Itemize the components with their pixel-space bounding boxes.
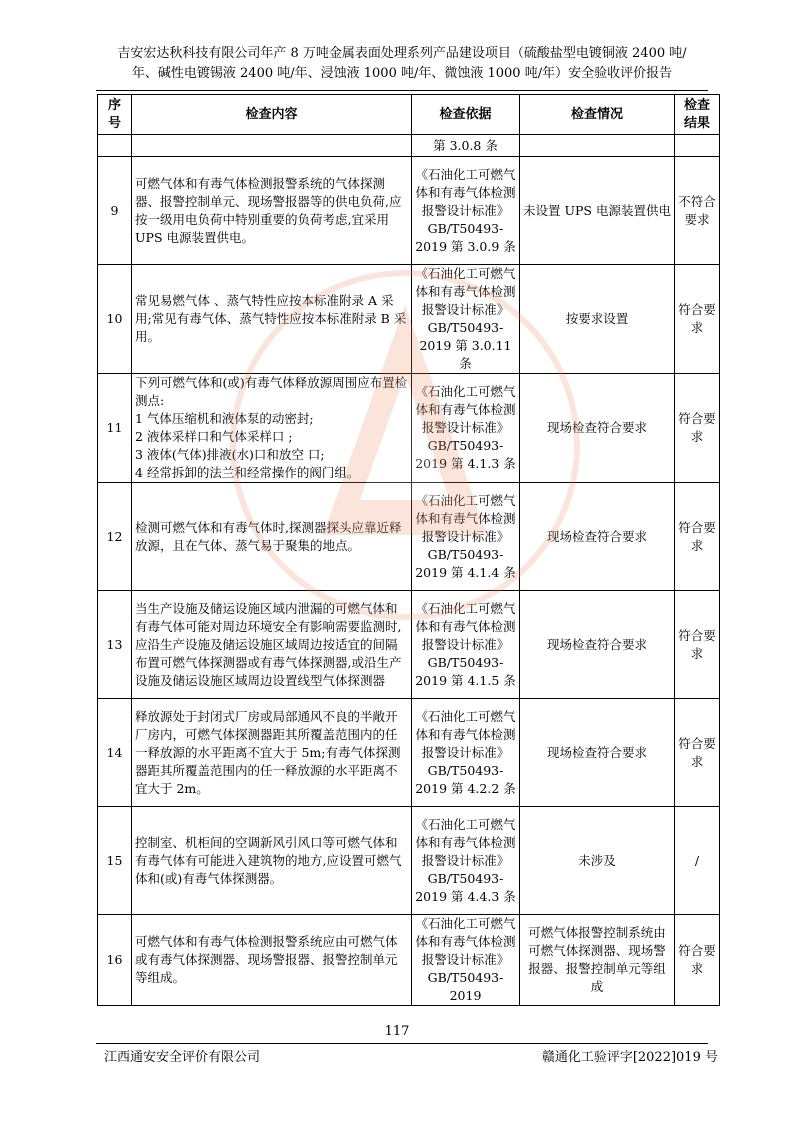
- footer-company: 江西通安安全评价有限公司: [104, 1050, 261, 1065]
- inspection-table: [97, 94, 720, 1006]
- check-basis-cell: 《石油化工可燃气体和有毒气体检测报警设计标准》GB/T50493-2019 第 4.1.3 条: [412, 374, 520, 483]
- table-row: [98, 374, 720, 483]
- column-header-basis: 检查依据: [412, 95, 520, 135]
- check-result-cell: 不符合要求: [675, 157, 720, 265]
- check-status-cell: 现场检查符合要求: [520, 699, 675, 807]
- column-header-status: 检查情况: [520, 95, 675, 135]
- check-content-cell: 控制室、机柜间的空调新风引风口等可燃气体和有毒气体有可能进入建筑物的地方,应设置可燃气体和(或)有毒气体探测器。: [132, 807, 412, 915]
- row-number-cell: 13: [98, 591, 132, 699]
- check-status-cell: 按要求设置: [520, 265, 675, 374]
- footer-report-number: 赣通化工验评字[2022]019 号: [541, 1050, 718, 1065]
- check-result-cell: 符合要求: [675, 591, 720, 699]
- table-row: [98, 915, 720, 1006]
- check-basis-cell: 《石油化工可燃气体和有毒气体检测报警设计标准》GB/T50493-2019: [412, 915, 520, 1006]
- check-content-cell: 下列可燃气体和(或)有毒气体释放源周围应布置检测点: 1 气体压缩机和液体泵的动密封; 2 液体采样口和气体采样口 ; 3 液体(气体)排液(水)口和放空 口; 4 经常拆卸的法兰和经常操作的阀门组。: [132, 374, 412, 483]
- check-status-cell: 现场检查符合要求: [520, 483, 675, 591]
- check-basis-cell: 《石油化工可燃气体和有毒气体检测报警设计标准》GB/T50493-2019 第 3.0.9 条: [412, 157, 520, 265]
- check-content-cell: 检测可燃气体和有毒气体时,探测器探头应靠近释放源，且在气体、蒸气易于聚集的地点。: [132, 483, 412, 591]
- table-row: [98, 265, 720, 374]
- check-status-cell: 未设置 UPS 电源装置供电: [520, 157, 675, 265]
- continued-basis-cell: 第 3.0.8 条: [412, 135, 520, 157]
- header-rule: [96, 90, 708, 91]
- check-result-cell: 符合要求: [675, 374, 720, 483]
- check-result-cell: 符合要求: [675, 265, 720, 374]
- check-content-cell: 释放源处于封闭式厂房或局部通风不良的半敞开厂房内，可燃气体探测器距其所覆盖范围内的任一释放源的水平距离不宜大于 5m;有毒气体探测器距其所覆盖范围内的任一释放源的水平距离不宜大于 2m。: [132, 699, 412, 807]
- column-header-result: 检查结果: [675, 95, 720, 135]
- check-status-cell: 现场检查符合要求: [520, 591, 675, 699]
- check-basis-cell: 《石油化工可燃气体和有毒气体检测报警设计标准》GB/T50493-2019 第 4.2.2 条: [412, 699, 520, 807]
- check-status-cell: 未涉及: [520, 807, 675, 915]
- check-result-cell: 符合要求: [675, 915, 720, 1006]
- table-row: [98, 157, 720, 265]
- check-status-cell: 可燃气体报警控制系统由可燃气体探测器、现场警报器、报警控制单元等组成: [520, 915, 675, 1006]
- row-number-cell: 9: [98, 157, 132, 265]
- row-number-cell: 15: [98, 807, 132, 915]
- header-line-2: 年、碱性电镀锡液 2400 吨/年、浸蚀液 1000 吨/年、微蚀液 1000 吨/年）安全验收评价报告: [131, 66, 673, 81]
- column-header-content: 检查内容: [132, 95, 412, 135]
- table-row: [98, 699, 720, 807]
- header-line-1: 吉安宏达秋科技有限公司年产 8 万吨金属表面处理系列产品建设项目（硫酸盐型电镀铜液 2400 吨/: [117, 46, 687, 61]
- check-result-cell: /: [675, 807, 720, 915]
- check-basis-cell: 《石油化工可燃气体和有毒气体检测报警设计标准》GB/T50493-2019 第 3.0.11 条: [412, 265, 520, 374]
- check-content-cell: 当生产设施及储运设施区域内泄漏的可燃气体和有毒气体可能对周边环境安全有影响需要监测时,应沿生产设施及储运设施区域周边按适宜的间隔布置可燃气体探测器或有毒气体探测器,或沿生产设施及储运设施区域周边设置线型气体探测器: [132, 591, 412, 699]
- check-content-cell: 常见易燃气体 、蒸气特性应按本标准附录 A 采用;常见有毒气体、蒸气特性应按本标准附录 B 采用。: [132, 265, 412, 374]
- row-number-cell: 12: [98, 483, 132, 591]
- footer-rule: [96, 1043, 708, 1044]
- check-result-cell: 符合要求: [675, 699, 720, 807]
- table-row: [98, 591, 720, 699]
- column-header-no: 序号: [98, 95, 132, 135]
- page-number: 117: [384, 1024, 410, 1039]
- table-cell: [520, 135, 675, 157]
- row-number-cell: 14: [98, 699, 132, 807]
- check-basis-cell: 《石油化工可燃气体和有毒气体检测报警设计标准》GB/T50493-2019 第 4.1.5 条: [412, 591, 520, 699]
- check-result-cell: 符合要求: [675, 483, 720, 591]
- table-row: [98, 483, 720, 591]
- row-number-cell: 11: [98, 374, 132, 483]
- check-basis-cell: 《石油化工可燃气体和有毒气体检测报警设计标准》GB/T50493-2019 第 4.4.3 条: [412, 807, 520, 915]
- row-number-cell: 16: [98, 915, 132, 1006]
- table-cell: [675, 135, 720, 157]
- continued-row: [98, 135, 720, 157]
- table-row: [98, 807, 720, 915]
- check-content-cell: 可燃气体和有毒气体检测报警系统的气体探测器、报警控制单元、现场警报器等的供电负荷,应按一级用电负荷中特别重要的负荷考虑,宜采用 UPS 电源装置供电。: [132, 157, 412, 265]
- check-basis-cell: 《石油化工可燃气体和有毒气体检测报警设计标准》GB/T50493-2019 第 4.1.4 条: [412, 483, 520, 591]
- check-status-cell: 现场检查符合要求: [520, 374, 675, 483]
- table-cell: [132, 135, 412, 157]
- check-content-cell: 可燃气体和有毒气体检测报警系统应由可燃气体或有毒气体探测器、现场警报器、报警控制单元等组成。: [132, 915, 412, 1006]
- row-number-cell: 10: [98, 265, 132, 374]
- table-cell: [98, 135, 132, 157]
- table-header-row: [98, 95, 720, 135]
- report-header: [96, 44, 708, 84]
